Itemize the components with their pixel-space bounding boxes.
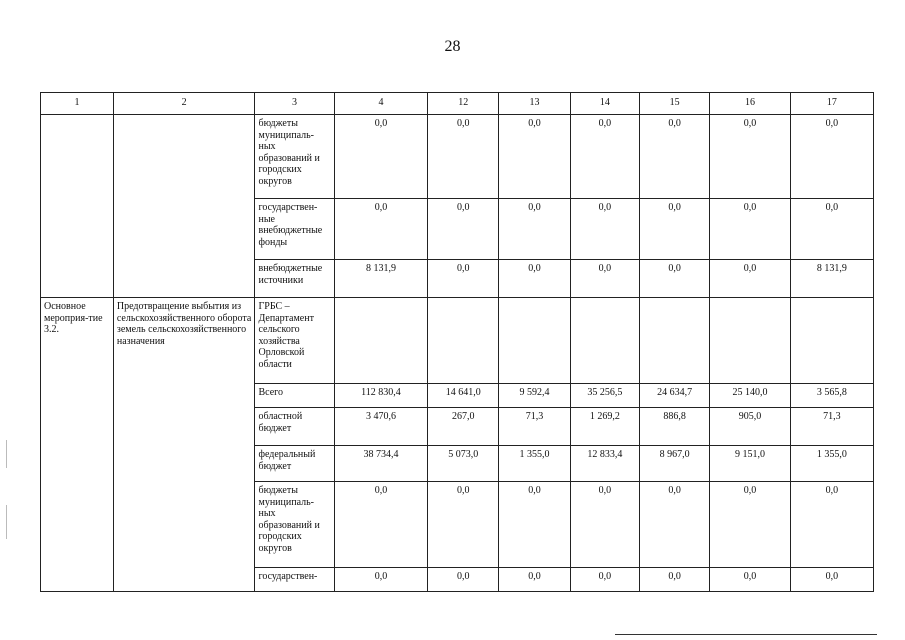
value-cell bbox=[639, 298, 710, 384]
value-cell bbox=[334, 298, 428, 384]
col-header: 15 bbox=[639, 93, 710, 115]
value-cell: 5 073,0 bbox=[428, 446, 499, 482]
scan-mark bbox=[6, 440, 7, 468]
funding-source-cell: областной бюджет bbox=[255, 408, 334, 446]
value-cell: 0,0 bbox=[334, 199, 428, 260]
value-cell: 0,0 bbox=[334, 482, 428, 568]
budget-table bbox=[40, 92, 874, 592]
value-cell: 0,0 bbox=[790, 482, 873, 568]
funding-source-cell: бюджеты муниципаль-ных образований и городских округов bbox=[255, 115, 334, 199]
col-header: 13 bbox=[499, 93, 571, 115]
value-cell: 9 151,0 bbox=[710, 446, 790, 482]
col-header: 2 bbox=[113, 93, 255, 115]
value-cell: 1 355,0 bbox=[790, 446, 873, 482]
value-cell: 112 830,4 bbox=[334, 384, 428, 408]
value-cell: 24 634,7 bbox=[639, 384, 710, 408]
funding-source-cell: Всего bbox=[255, 384, 334, 408]
value-cell bbox=[570, 298, 639, 384]
value-cell bbox=[499, 298, 571, 384]
value-cell: 0,0 bbox=[790, 568, 873, 592]
value-cell: 0,0 bbox=[334, 115, 428, 199]
event-cell bbox=[41, 115, 114, 298]
value-cell: 14 641,0 bbox=[428, 384, 499, 408]
value-cell: 0,0 bbox=[570, 115, 639, 199]
value-cell: 9 592,4 bbox=[499, 384, 571, 408]
funding-source-cell: государствен-ные внебюджетные фонды bbox=[255, 199, 334, 260]
value-cell: 267,0 bbox=[428, 408, 499, 446]
value-cell: 0,0 bbox=[639, 482, 710, 568]
value-cell: 8 131,9 bbox=[334, 260, 428, 298]
value-cell: 0,0 bbox=[710, 199, 790, 260]
funding-source-cell: внебюджетные источники bbox=[255, 260, 334, 298]
value-cell: 35 256,5 bbox=[570, 384, 639, 408]
funding-source-cell: государствен- bbox=[255, 568, 334, 592]
value-cell: 0,0 bbox=[710, 482, 790, 568]
value-cell: 0,0 bbox=[499, 115, 571, 199]
value-cell bbox=[710, 298, 790, 384]
value-cell: 0,0 bbox=[639, 260, 710, 298]
value-cell bbox=[790, 298, 873, 384]
col-header: 16 bbox=[710, 93, 790, 115]
event-cell: Основное мероприя-тие 3.2. bbox=[41, 298, 114, 592]
col-header: 4 bbox=[334, 93, 428, 115]
value-cell: 905,0 bbox=[710, 408, 790, 446]
funding-source-cell: ГРБС – Департамент сельского хозяйства Орловской области bbox=[255, 298, 334, 384]
value-cell: 0,0 bbox=[790, 199, 873, 260]
event-description-cell: Предотвращение выбытия из сельскохозяйственного оборота земель сельскохозяйственного назначения bbox=[113, 298, 255, 592]
value-cell: 71,3 bbox=[499, 408, 571, 446]
value-cell: 886,8 bbox=[639, 408, 710, 446]
col-header: 12 bbox=[428, 93, 499, 115]
value-cell: 8 967,0 bbox=[639, 446, 710, 482]
value-cell: 1 355,0 bbox=[499, 446, 571, 482]
col-header: 1 bbox=[41, 93, 114, 115]
value-cell: 0,0 bbox=[639, 199, 710, 260]
header-row bbox=[41, 93, 874, 115]
value-cell: 8 131,9 bbox=[790, 260, 873, 298]
col-header: 3 bbox=[255, 93, 334, 115]
value-cell: 0,0 bbox=[499, 482, 571, 568]
value-cell bbox=[428, 298, 499, 384]
value-cell: 0,0 bbox=[428, 568, 499, 592]
value-cell: 0,0 bbox=[790, 115, 873, 199]
value-cell: 0,0 bbox=[428, 115, 499, 199]
page-number: 28 bbox=[444, 38, 461, 55]
table-row bbox=[41, 298, 874, 384]
value-cell: 1 269,2 bbox=[570, 408, 639, 446]
value-cell: 0,0 bbox=[334, 568, 428, 592]
value-cell: 38 734,4 bbox=[334, 446, 428, 482]
value-cell: 0,0 bbox=[710, 568, 790, 592]
value-cell: 3 470,6 bbox=[334, 408, 428, 446]
value-cell: 25 140,0 bbox=[710, 384, 790, 408]
value-cell: 12 833,4 bbox=[570, 446, 639, 482]
event-description-cell bbox=[113, 115, 255, 298]
value-cell: 0,0 bbox=[570, 260, 639, 298]
value-cell: 0,0 bbox=[428, 199, 499, 260]
value-cell: 0,0 bbox=[428, 260, 499, 298]
value-cell: 0,0 bbox=[499, 568, 571, 592]
value-cell: 0,0 bbox=[570, 568, 639, 592]
value-cell: 0,0 bbox=[428, 482, 499, 568]
funding-source-cell: бюджеты муниципаль-ных образований и городских округов bbox=[255, 482, 334, 568]
value-cell: 3 565,8 bbox=[790, 384, 873, 408]
scan-mark bbox=[6, 505, 7, 539]
value-cell: 0,0 bbox=[499, 260, 571, 298]
value-cell: 0,0 bbox=[710, 115, 790, 199]
value-cell: 0,0 bbox=[499, 199, 571, 260]
bottom-rule bbox=[615, 634, 877, 635]
table-row bbox=[41, 115, 874, 199]
value-cell: 0,0 bbox=[570, 482, 639, 568]
value-cell: 71,3 bbox=[790, 408, 873, 446]
value-cell: 0,0 bbox=[570, 199, 639, 260]
col-header: 17 bbox=[790, 93, 873, 115]
col-header: 14 bbox=[570, 93, 639, 115]
value-cell: 0,0 bbox=[639, 115, 710, 199]
funding-source-cell: федеральный бюджет bbox=[255, 446, 334, 482]
value-cell: 0,0 bbox=[710, 260, 790, 298]
value-cell: 0,0 bbox=[639, 568, 710, 592]
